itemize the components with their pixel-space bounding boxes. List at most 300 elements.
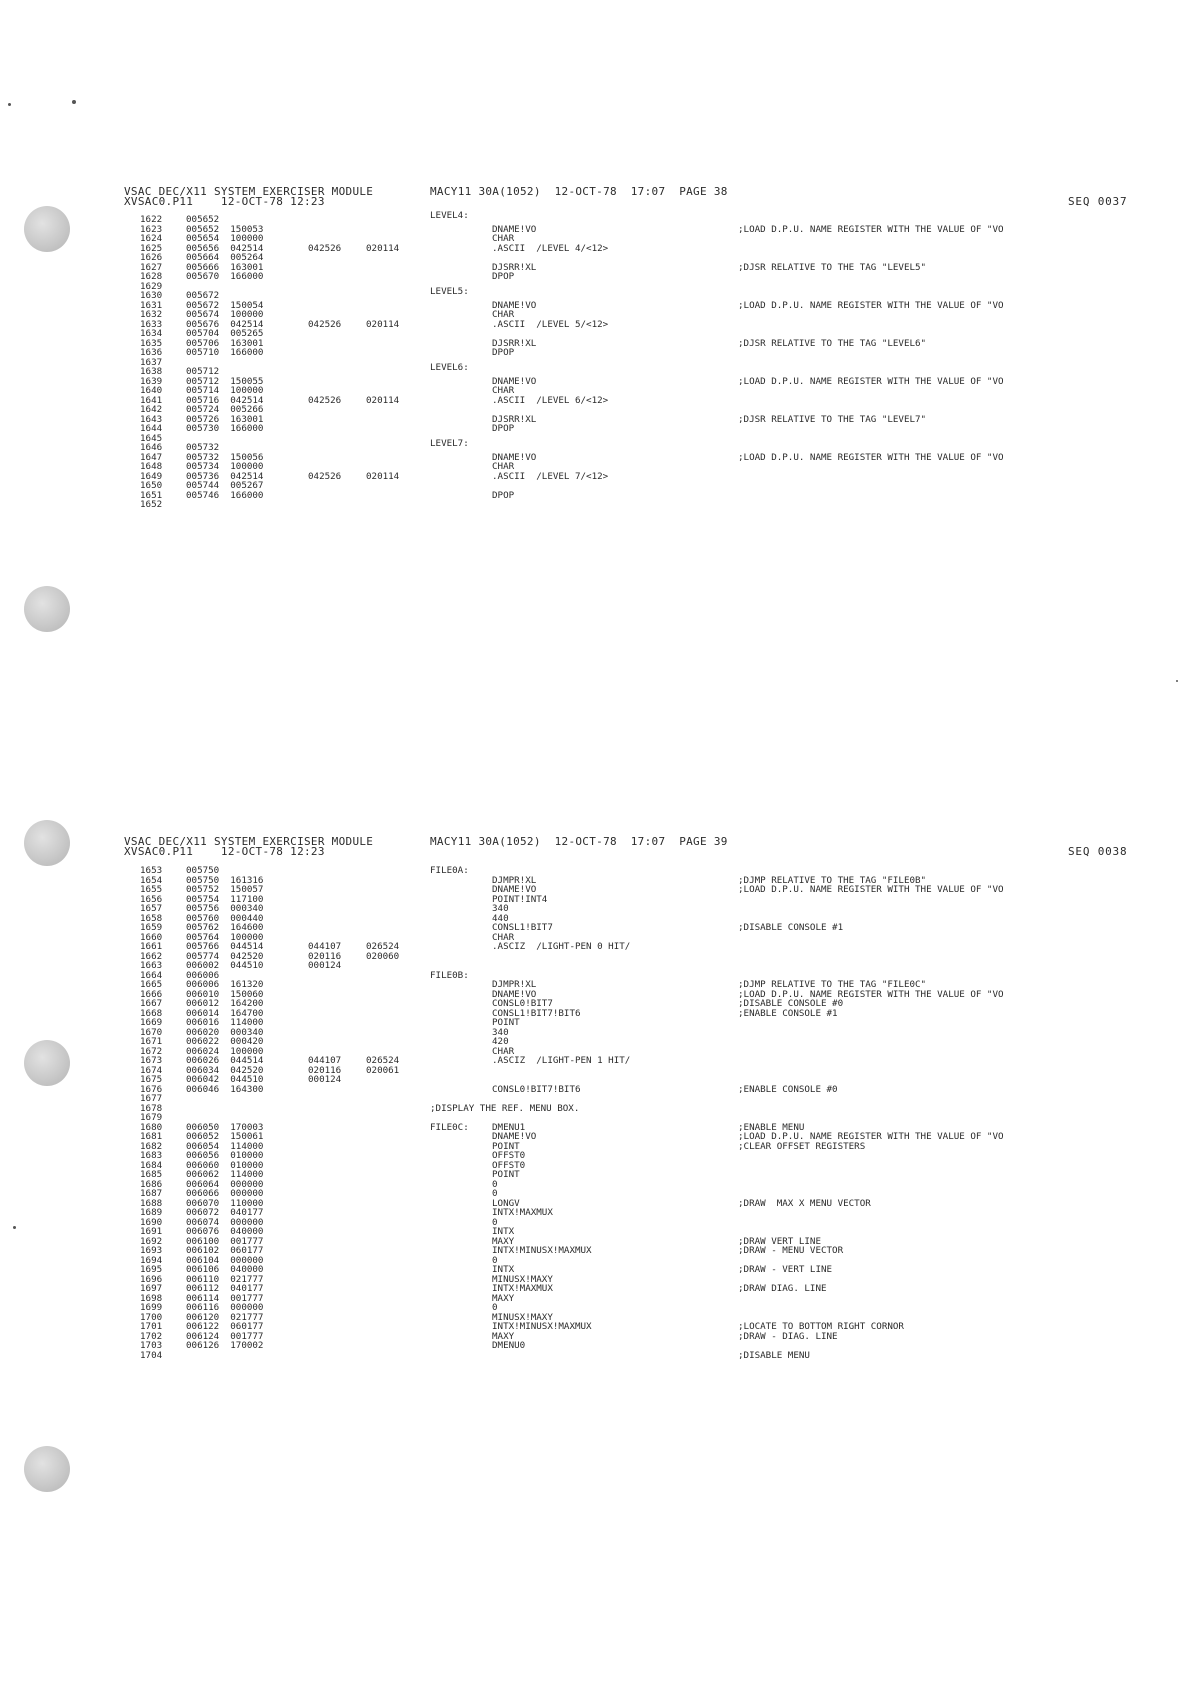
listing-cell: 1635 xyxy=(140,337,163,349)
listing-cell xyxy=(366,1075,399,1085)
line-number-column xyxy=(140,215,162,510)
listing-cell xyxy=(308,1104,341,1114)
listing-cell: 044107 xyxy=(308,941,342,952)
listing-cell: 005750 161316 xyxy=(186,874,264,886)
listing-cell xyxy=(308,481,341,491)
listing-cell xyxy=(738,1056,1004,1066)
listing-cell: 0 xyxy=(492,1188,498,1199)
listing-cell xyxy=(366,1142,399,1152)
listing-cell: ;ENABLE CONSOLE #0 xyxy=(738,1083,838,1095)
listing-cell xyxy=(366,1151,399,1161)
listing-cell xyxy=(366,424,399,434)
listing-cell xyxy=(366,1132,399,1142)
listing-cell: DPOP xyxy=(492,423,515,434)
listing-cell: 440 xyxy=(492,912,509,924)
listing-cell: 005746 166000 xyxy=(186,489,264,501)
listing-cell: 042526 xyxy=(308,394,342,406)
listing-cell xyxy=(430,316,469,326)
listing-cell: 1651 xyxy=(140,489,163,501)
listing-cell: ;ENABLE CONSOLE #1 xyxy=(738,1007,838,1019)
listing-cell xyxy=(366,866,399,876)
paper-speck xyxy=(13,1226,16,1229)
extra-word-column-2 xyxy=(366,866,399,1360)
listing-cell xyxy=(738,895,1004,905)
listing-cell: 1672 xyxy=(140,1045,163,1057)
listing-cell xyxy=(366,434,399,444)
listing-cell xyxy=(366,1009,399,1019)
listing-cell xyxy=(308,405,341,415)
listing-cell xyxy=(308,329,341,339)
listing-cell: 1631 xyxy=(140,299,163,311)
listing-cell xyxy=(366,980,399,990)
listing-cell xyxy=(308,1237,341,1247)
listing-cell xyxy=(366,1180,399,1190)
listing-cell: 005756 000340 xyxy=(186,903,264,914)
punch-hole xyxy=(24,1446,70,1492)
listing-cell: 1703 xyxy=(140,1340,163,1351)
listing-cell: 1661 xyxy=(140,941,163,952)
listing-cell: 005712 150055 xyxy=(186,375,264,387)
listing-cell: 006046 164300 xyxy=(186,1083,264,1095)
listing-cell xyxy=(308,876,341,886)
listing-cell xyxy=(366,1104,399,1114)
listing-cell: 005672 xyxy=(186,290,220,301)
listing-cell xyxy=(308,1113,341,1123)
listing-cell xyxy=(186,1104,263,1114)
listing-cell: ;DRAW DIAG. LINE xyxy=(738,1283,827,1294)
listing-cell: DNAME!VO xyxy=(492,451,537,463)
listing-cell: MAXY xyxy=(492,1235,515,1247)
listing-cell xyxy=(366,1313,399,1323)
listing-cell: 005704 005265 xyxy=(186,328,264,339)
listing-cell xyxy=(366,443,399,453)
listing-cell: 1666 xyxy=(140,988,163,1000)
listing-cell xyxy=(492,952,630,962)
listing-cell: 020114 xyxy=(366,394,400,406)
listing-cell: 1675 xyxy=(140,1074,163,1085)
listing-cell xyxy=(366,1085,399,1095)
listing-cell xyxy=(738,1170,1004,1180)
listing-cell xyxy=(430,373,469,383)
listing-cell: ;DRAW - MENU VECTOR xyxy=(738,1245,844,1256)
listing-cell: DNAME!VO xyxy=(492,223,537,235)
listing-cell: 006100 001777 xyxy=(186,1235,264,1247)
listing-cell: 1642 xyxy=(140,404,163,415)
listing-cell xyxy=(366,1284,399,1294)
listing-cell xyxy=(366,263,399,273)
listing-cell xyxy=(366,1322,399,1332)
listing-cell: .ASCII /LEVEL 6/<12> xyxy=(492,394,609,406)
listing-cell xyxy=(430,382,469,392)
listing-cell: 006076 040000 xyxy=(186,1226,264,1237)
listing-cell: 1704 xyxy=(140,1349,163,1361)
listing-cell: 1657 xyxy=(140,903,163,914)
listing-cell: 006104 000000 xyxy=(186,1254,264,1266)
listing-cell: 005760 000440 xyxy=(186,912,264,924)
listing-cell xyxy=(738,348,1004,358)
line-number-column xyxy=(140,866,162,1360)
instruction-column xyxy=(492,866,630,1360)
listing-cell: 1693 xyxy=(140,1245,163,1256)
listing-cell: 020060 xyxy=(366,950,400,962)
listing-cell: 1668 xyxy=(140,1007,163,1019)
listing-cell: ;DRAW VERT LINE xyxy=(738,1235,821,1247)
listing-cell: DMENU0 xyxy=(492,1340,526,1351)
listing-cell: 1646 xyxy=(140,442,163,453)
listing-cell xyxy=(308,1132,341,1142)
listing-cell xyxy=(308,434,341,444)
listing-cell: 006112 040177 xyxy=(186,1283,264,1294)
listing-cell: 005730 166000 xyxy=(186,423,264,434)
listing-cell xyxy=(738,472,1004,482)
listing-cell xyxy=(738,358,1004,368)
listing-cell xyxy=(738,1161,1004,1171)
listing-cell: 005654 100000 xyxy=(186,233,264,244)
listing-cell: 006006 xyxy=(186,969,220,981)
listing-cell: ;DJMP RELATIVE TO THE TAG "FILE0B" xyxy=(738,874,927,886)
listing-cell xyxy=(308,999,341,1009)
comment-column xyxy=(738,866,1004,1360)
listing-cell: DPOP xyxy=(492,489,515,501)
listing-cell: ;ENABLE MENU xyxy=(738,1121,805,1133)
listing-cell xyxy=(308,1018,341,1028)
listing-cell xyxy=(308,914,341,924)
extra-word-column-1 xyxy=(308,215,341,510)
listing-cell: 006060 010000 xyxy=(186,1159,264,1171)
listing-cell xyxy=(308,1275,341,1285)
listing-cell xyxy=(308,491,341,501)
listing-cell xyxy=(366,990,399,1000)
listing-cell xyxy=(308,1094,341,1104)
listing-cell: ;LOAD D.P.U. NAME REGISTER WITH THE VALUE OF "VO xyxy=(738,299,1004,311)
listing-cell: 1663 xyxy=(140,960,163,971)
listing-cell xyxy=(366,500,399,510)
listing-cell: .ASCII /LEVEL 4/<12> xyxy=(492,242,609,254)
listing-cell xyxy=(738,310,1004,320)
listing-cell xyxy=(366,405,399,415)
listing-cell: 005666 163001 xyxy=(186,261,264,273)
listing-cell: ;DJSR RELATIVE TO THE TAG "LEVEL7" xyxy=(738,413,927,425)
listing-cell: 1629 xyxy=(140,280,163,292)
listing-cell xyxy=(738,961,1004,971)
listing-cell: 1655 xyxy=(140,884,163,895)
listing-cell: LEVEL6: xyxy=(430,362,469,373)
listing-cell: 006020 000340 xyxy=(186,1026,264,1038)
listing-cell xyxy=(308,1142,341,1152)
listing-cell: 005670 166000 xyxy=(186,271,264,282)
listing-cell xyxy=(738,1208,1004,1218)
listing-cell: 006106 040000 xyxy=(186,1264,264,1275)
listing-cell: 005706 163001 xyxy=(186,337,264,349)
listing-cell xyxy=(366,1332,399,1342)
listing-cell xyxy=(308,272,341,282)
listing-cell xyxy=(308,225,341,235)
listing-cell xyxy=(308,1151,341,1161)
listing-cell xyxy=(430,449,469,459)
instruction-column xyxy=(492,215,608,510)
listing-cell: 005724 005266 xyxy=(186,404,264,415)
listing-cell: 1699 xyxy=(140,1302,163,1313)
listing-cell xyxy=(308,367,341,377)
listing-cell: POINT xyxy=(492,1169,520,1180)
listing-cell xyxy=(366,481,399,491)
listing-cell xyxy=(492,1094,630,1104)
listing-cell: 0 xyxy=(492,1254,498,1266)
listing-cell: ;DRAW - VERT LINE xyxy=(738,1264,833,1275)
listing-cell xyxy=(738,1066,1004,1076)
listing-cell xyxy=(366,885,399,895)
listing-cell xyxy=(738,1151,1004,1161)
listing-cell xyxy=(308,1170,341,1180)
listing-cell: 1624 xyxy=(140,233,163,244)
listing-cell xyxy=(430,468,469,478)
listing-cell xyxy=(366,291,399,301)
listing-cell xyxy=(366,1341,399,1351)
listing-cell: DPOP xyxy=(492,271,515,282)
listing-cell xyxy=(308,895,341,905)
listing-cell: 005710 166000 xyxy=(186,347,264,358)
listing-cell xyxy=(308,1332,341,1342)
listing-cell xyxy=(738,234,1004,244)
listing-cell: ;DRAW - DIAG. LINE xyxy=(738,1330,838,1342)
listing-cell xyxy=(738,1047,1004,1057)
listing-cell: DJMPR!XL xyxy=(492,874,537,886)
listing-cell: INTX!MINUSX!MAXMUX xyxy=(492,1321,592,1332)
listing-cell: 1640 xyxy=(140,385,163,396)
listing-cell: 006126 170002 xyxy=(186,1340,264,1351)
listing-cell: DNAME!VO xyxy=(492,375,537,387)
listing-cell: ;DISABLE MENU xyxy=(738,1349,810,1361)
address-code-column xyxy=(186,866,263,1360)
listing-cell: ;LOAD D.P.U. NAME REGISTER WITH THE VALUE OF "VO xyxy=(738,988,1004,1000)
listing-cell: 006114 001777 xyxy=(186,1292,264,1304)
listing-cell: 1648 xyxy=(140,461,163,472)
listing-cell xyxy=(366,339,399,349)
listing-cell: 1694 xyxy=(140,1254,163,1266)
listing-cell: 1700 xyxy=(140,1311,163,1323)
listing-cell: 005714 100000 xyxy=(186,385,264,396)
listing-cell: 1664 xyxy=(140,969,163,981)
listing-cell: DJSRR!XL xyxy=(492,261,537,273)
listing-cell: LEVEL7: xyxy=(430,438,469,449)
listing-cell: 006054 114000 xyxy=(186,1140,264,1152)
listing-cell xyxy=(308,1246,341,1256)
listing-cell: 1645 xyxy=(140,432,163,444)
listing-cell xyxy=(366,453,399,463)
listing-cell: 026524 xyxy=(366,941,400,952)
listing-cell: 1670 xyxy=(140,1026,163,1038)
listing-cell xyxy=(738,1303,1004,1313)
listing-cell: 340 xyxy=(492,903,509,914)
listing-cell: CHAR xyxy=(492,1045,515,1057)
listing-cell xyxy=(738,272,1004,282)
listing-cell: 1689 xyxy=(140,1207,163,1218)
listing-cell: CONSL0!BIT7 xyxy=(492,998,553,1009)
listing-cell xyxy=(738,282,1004,292)
listing-cell xyxy=(366,329,399,339)
listing-cell: OFFST0 xyxy=(492,1159,526,1171)
listing-cell: 1623 xyxy=(140,223,163,235)
listing-cell: 020114 xyxy=(366,242,400,254)
listing-cell xyxy=(308,1123,341,1133)
listing-cell xyxy=(308,1199,341,1209)
listing-cell xyxy=(366,1028,399,1038)
listing-cell: 006110 021777 xyxy=(186,1273,264,1285)
listing-cell xyxy=(308,358,341,368)
listing-cell xyxy=(738,434,1004,444)
listing-cell xyxy=(738,1104,1004,1114)
listing-cell: ;DJSR RELATIVE TO THE TAG "LEVEL5" xyxy=(738,261,927,273)
listing-cell: MINUSX!MAXY xyxy=(492,1311,553,1323)
listing-cell: CHAR xyxy=(492,309,515,320)
listing-cell: FILE0A: xyxy=(430,865,469,876)
listing-cell: 1659 xyxy=(140,922,163,933)
listing-cell xyxy=(308,1265,341,1275)
listing-cell xyxy=(738,933,1004,943)
page-header-assembler: MACY11 30A(1052) 12-OCT-78 17:07 PAGE 38 xyxy=(430,185,728,198)
listing-cell xyxy=(308,291,341,301)
listing-cell: .ASCIZ /LIGHT-PEN 1 HIT/ xyxy=(492,1055,631,1066)
listing-cell: 1649 xyxy=(140,470,163,482)
listing-cell xyxy=(430,392,469,402)
listing-cell: FILE0C: xyxy=(430,1121,469,1133)
listing-cell xyxy=(308,215,341,225)
listing-cell: CHAR xyxy=(492,461,515,472)
listing-cell: INTX!MINUSX!MAXMUX xyxy=(492,1245,592,1256)
listing-cell xyxy=(738,386,1004,396)
listing-cell: 1665 xyxy=(140,979,163,990)
listing-cell: ;DRAW MAX X MENU VECTOR xyxy=(738,1197,871,1209)
listing-cell: CHAR xyxy=(492,233,515,244)
listing-cell: 1658 xyxy=(140,912,163,924)
listing-cell xyxy=(308,348,341,358)
listing-cell: 1678 xyxy=(140,1102,163,1114)
listing-cell: 006102 060177 xyxy=(186,1245,264,1256)
listing-cell: 1686 xyxy=(140,1178,163,1190)
listing-cell: 005716 042514 xyxy=(186,394,264,406)
listing-cell xyxy=(366,282,399,292)
paper-speck xyxy=(8,103,11,106)
listing-cell: 0 xyxy=(492,1216,498,1228)
listing-cell xyxy=(308,990,341,1000)
listing-cell: .ASCII /LEVEL 5/<12> xyxy=(492,318,609,330)
listing-cell xyxy=(738,1094,1004,1104)
listing-cell xyxy=(430,335,469,345)
listing-cell: 1681 xyxy=(140,1131,163,1142)
listing-cell: 1690 xyxy=(140,1216,163,1228)
listing-cell xyxy=(186,1351,263,1361)
listing-cell: DNAME!VO xyxy=(492,988,537,1000)
listing-cell: 1660 xyxy=(140,931,163,943)
listing-cell xyxy=(308,415,341,425)
listing-cell xyxy=(186,1094,263,1104)
listing-cell: 1688 xyxy=(140,1197,163,1209)
listing-cell: 005652 150053 xyxy=(186,223,264,235)
listing-cell: 005726 163001 xyxy=(186,413,264,425)
listing-cell: 1673 xyxy=(140,1055,163,1066)
listing-cell: 1698 xyxy=(140,1292,163,1304)
listing-cell: 006062 114000 xyxy=(186,1169,264,1180)
listing-cell: DJSRR!XL xyxy=(492,413,537,425)
listing-cell: ;DISABLE CONSOLE #0 xyxy=(738,998,844,1009)
listing-cell xyxy=(366,1275,399,1285)
listing-cell xyxy=(308,1180,341,1190)
listing-cell: 1639 xyxy=(140,375,163,387)
listing-cell xyxy=(492,961,630,971)
listing-cell xyxy=(430,487,469,497)
listing-cell: 1647 xyxy=(140,451,163,463)
listing-cell: 1636 xyxy=(140,347,163,358)
listing-cell xyxy=(366,895,399,905)
listing-cell xyxy=(366,1227,399,1237)
listing-cell xyxy=(492,434,608,444)
listing-cell xyxy=(366,1246,399,1256)
listing-cell: CONSL1!BIT7 xyxy=(492,922,553,933)
listing-cell xyxy=(738,952,1004,962)
listing-cell xyxy=(366,253,399,263)
listing-cell: 006012 164200 xyxy=(186,998,264,1009)
listing-cell: 006022 000420 xyxy=(186,1036,264,1047)
listing-cell: 1695 xyxy=(140,1264,163,1275)
listing-cell xyxy=(430,297,469,307)
listing-cell xyxy=(366,1037,399,1047)
listing-cell: 1654 xyxy=(140,874,163,886)
listing-cell: 005754 117100 xyxy=(186,893,264,905)
listing-cell: 042526 xyxy=(308,470,342,482)
listing-cell: 006072 040177 xyxy=(186,1207,264,1218)
listing-cell xyxy=(186,500,263,510)
listing-cell xyxy=(738,396,1004,406)
listing-cell: 1662 xyxy=(140,950,163,962)
listing-cell: DMENU1 xyxy=(492,1121,526,1133)
listing-cell: 020061 xyxy=(366,1064,400,1076)
listing-cell xyxy=(366,971,399,981)
listing-cell xyxy=(430,420,469,430)
listing-cell: 1691 xyxy=(140,1226,163,1237)
listing-cell xyxy=(308,1341,341,1351)
listing-cell xyxy=(308,1218,341,1228)
listing-cell xyxy=(366,377,399,387)
listing-cell: 0 xyxy=(492,1302,498,1313)
listing-cell xyxy=(308,866,341,876)
listing-cell: 1653 xyxy=(140,865,163,876)
listing-cell: 006050 170003 xyxy=(186,1121,264,1133)
listing-cell xyxy=(430,249,469,259)
listing-cell: CHAR xyxy=(492,385,515,396)
listing-cell xyxy=(308,1284,341,1294)
listing-cell xyxy=(430,496,469,506)
listing-cell xyxy=(366,961,399,971)
listing-cell xyxy=(366,1094,399,1104)
listing-cell xyxy=(366,923,399,933)
listing-cell: POINT xyxy=(492,1140,520,1152)
listing-cell xyxy=(366,1123,399,1133)
listing-cell xyxy=(430,411,469,421)
listing-cell: 1628 xyxy=(140,271,163,282)
listing-cell xyxy=(738,491,1004,501)
listing-cell: ;LOAD D.P.U. NAME REGISTER WITH THE VALUE OF "VO xyxy=(738,451,1004,463)
listing-cell xyxy=(308,904,341,914)
listing-cell: 340 xyxy=(492,1026,509,1038)
listing-cell: 006026 044514 xyxy=(186,1055,264,1066)
extra-word-column-2 xyxy=(366,215,399,510)
extra-word-column-1 xyxy=(308,866,341,1360)
listing-cell xyxy=(366,1237,399,1247)
listing-cell: 005676 042514 xyxy=(186,318,264,330)
listing-cell xyxy=(366,999,399,1009)
listing-cell: ;LOAD D.P.U. NAME REGISTER WITH THE VALUE OF "VO xyxy=(738,884,1004,895)
listing-cell: 020116 xyxy=(308,1064,342,1076)
